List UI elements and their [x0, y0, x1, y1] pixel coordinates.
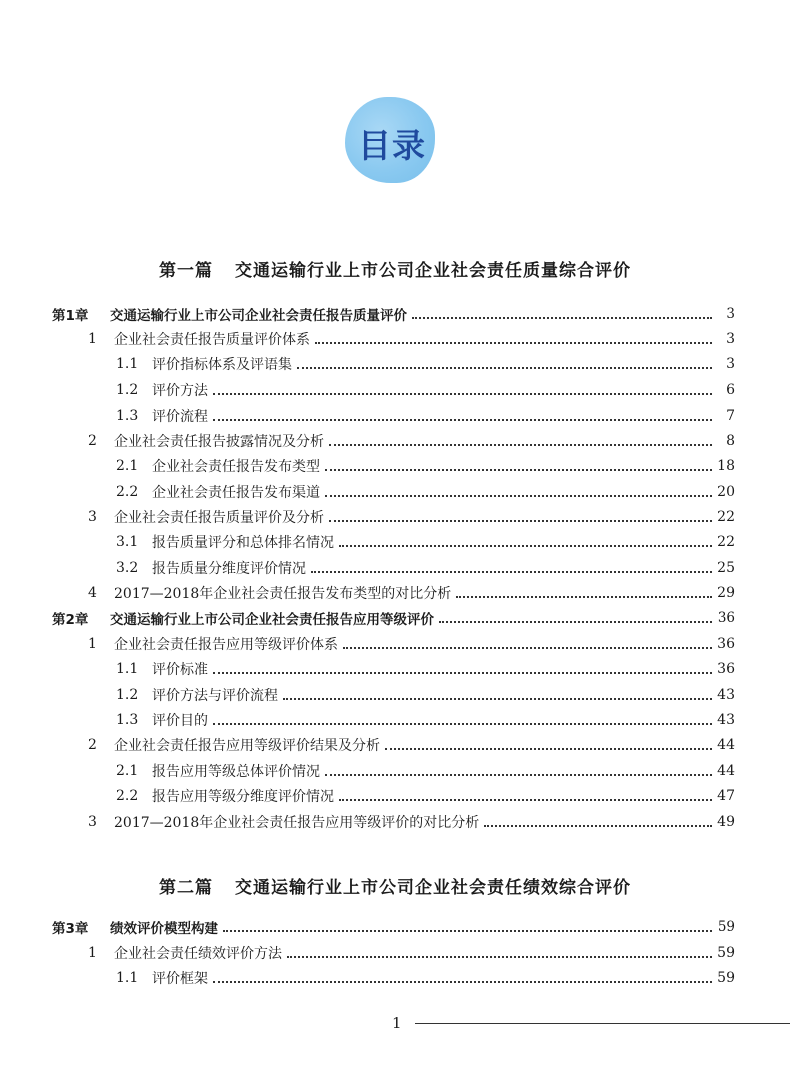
entry-number: 2.1 [116, 763, 139, 779]
toc-entry-subsection[interactable] [116, 404, 735, 428]
toc-entry-subsection[interactable] [116, 378, 735, 402]
dot-leader [343, 646, 712, 649]
entry-page: 25 [717, 560, 735, 576]
dot-leader [339, 544, 712, 547]
entry-number: 第1章 [52, 308, 89, 324]
entry-title: 评价流程 [152, 409, 208, 425]
entry-title: 绩效评价模型构建 [110, 921, 218, 937]
dot-leader [456, 595, 712, 598]
entry-page: 3 [726, 331, 735, 347]
entry-number: 2.2 [116, 788, 139, 804]
entry-number: 1.1 [116, 661, 139, 677]
entry-number: 1.2 [116, 382, 139, 398]
toc-entry-section[interactable] [88, 429, 735, 453]
entry-number: 1 [88, 945, 97, 961]
entry-page: 44 [717, 737, 735, 753]
dot-leader [315, 341, 712, 344]
toc-entry-subsection[interactable] [116, 480, 735, 504]
entry-number: 4 [88, 585, 97, 601]
toc-entry-subsection[interactable] [116, 683, 735, 707]
entry-title: 交通运输行业上市公司企业社会责任报告质量评价 [110, 308, 407, 324]
entry-title: 评价框架 [152, 971, 208, 987]
entry-page: 22 [717, 534, 735, 550]
entry-number: 2.2 [116, 484, 139, 500]
entry-title: 2017—2018年企业社会责任报告应用等级评价的对比分析 [114, 815, 480, 831]
toc-entry-subsection[interactable] [116, 530, 735, 554]
toc-entry-subsection[interactable] [116, 759, 735, 783]
entry-page: 36 [717, 636, 735, 652]
toc-entry-subsection[interactable] [116, 784, 735, 808]
entry-title: 报告质量分维度评价情况 [152, 561, 306, 577]
dot-leader [325, 773, 712, 776]
entry-page: 3 [726, 356, 735, 372]
dot-leader [439, 620, 712, 623]
entry-page: 7 [726, 408, 735, 424]
toc-entry-subsection[interactable] [116, 556, 735, 580]
toc-entry-subsection[interactable] [116, 352, 735, 376]
dot-leader [213, 671, 712, 674]
entry-title: 企业社会责任报告应用等级评价体系 [114, 637, 338, 653]
dot-leader [329, 519, 712, 522]
footer-rule [415, 1023, 790, 1024]
toc-entry-chapter[interactable] [52, 915, 735, 939]
entry-page: 59 [717, 945, 735, 961]
entry-number: 1.3 [116, 712, 139, 728]
part-title: 交通运输行业上市公司企业社会责任绩效综合评价 [235, 878, 631, 898]
entry-page: 3 [726, 306, 735, 322]
entry-page: 8 [726, 433, 735, 449]
entry-page: 36 [717, 610, 735, 626]
entry-page: 59 [717, 919, 735, 935]
dot-leader [213, 722, 712, 725]
entry-title: 评价目的 [152, 713, 208, 729]
dot-leader [283, 697, 712, 700]
entry-page: 44 [717, 763, 735, 779]
entry-page: 49 [717, 814, 735, 830]
toc-entry-section[interactable] [88, 941, 735, 965]
part-label: 第二篇 [159, 878, 213, 898]
entry-title: 评价标准 [152, 662, 208, 678]
entry-page: 43 [717, 687, 735, 703]
part-heading-1 [0, 256, 790, 281]
entry-title: 报告应用等级分维度评价情况 [152, 789, 334, 805]
entry-page: 59 [717, 970, 735, 986]
entry-title: 评价方法与评价流程 [152, 688, 278, 704]
toc-entry-section[interactable] [88, 810, 735, 834]
toc-entry-section[interactable] [88, 733, 735, 757]
entry-number: 3.2 [116, 560, 139, 576]
entry-number: 2 [88, 433, 97, 449]
entry-page: 6 [726, 382, 735, 398]
toc-entry-section[interactable] [88, 505, 735, 529]
dot-leader [325, 468, 712, 471]
dot-leader [412, 316, 712, 319]
toc-entry-subsection[interactable] [116, 966, 735, 990]
dot-leader [213, 418, 712, 421]
entry-title: 企业社会责任报告披露情况及分析 [114, 434, 324, 450]
entry-number: 第3章 [52, 921, 89, 937]
footer-page-number: 1 [392, 1014, 402, 1032]
dot-leader [311, 570, 712, 573]
entry-title: 企业社会责任报告质量评价体系 [114, 332, 310, 348]
dot-leader [329, 443, 712, 446]
toc-entry-subsection[interactable] [116, 657, 735, 681]
toc-entry-section[interactable] [88, 581, 735, 605]
entry-title: 企业社会责任绩效评价方法 [114, 946, 282, 962]
toc-entry-section[interactable] [88, 327, 735, 351]
toc-entry-subsection[interactable] [116, 454, 735, 478]
entry-title: 评价方法 [152, 383, 208, 399]
entry-number: 3.1 [116, 534, 139, 550]
entry-page: 43 [717, 712, 735, 728]
entry-page: 36 [717, 661, 735, 677]
dot-leader [287, 955, 712, 958]
entry-title: 报告应用等级总体评价情况 [152, 764, 320, 780]
entry-number: 1 [88, 331, 97, 347]
entry-title: 企业社会责任报告应用等级评价结果及分析 [114, 738, 380, 754]
entry-number: 1.1 [116, 356, 139, 372]
dot-leader [297, 366, 712, 369]
entry-title: 报告质量评分和总体排名情况 [152, 535, 334, 551]
toc-entry-section[interactable] [88, 632, 735, 656]
dot-leader [213, 392, 712, 395]
entry-page: 18 [717, 458, 735, 474]
entry-number: 3 [88, 814, 97, 830]
entry-title: 评价指标体系及评语集 [152, 357, 292, 373]
entry-page: 47 [717, 788, 735, 804]
entry-title: 企业社会责任报告质量评价及分析 [114, 510, 324, 526]
toc-entry-chapter[interactable] [52, 606, 735, 630]
entry-number: 2.1 [116, 458, 139, 474]
entry-number: 1 [88, 636, 97, 652]
dot-leader [385, 747, 712, 750]
dot-leader [325, 494, 712, 497]
entry-title: 交通运输行业上市公司企业社会责任报告应用等级评价 [110, 612, 434, 628]
entry-number: 1.3 [116, 408, 139, 424]
page-heading: 目录 [358, 126, 426, 165]
part-label: 第一篇 [159, 261, 213, 281]
dot-leader [213, 980, 712, 983]
entry-title: 企业社会责任报告发布渠道 [152, 485, 320, 501]
entry-page: 20 [717, 484, 735, 500]
entry-number: 1.2 [116, 687, 139, 703]
part-heading-2 [0, 873, 790, 898]
dot-leader [223, 929, 712, 932]
entry-number: 2 [88, 737, 97, 753]
toc-entry-subsection[interactable] [116, 708, 735, 732]
entry-number: 第2章 [52, 612, 89, 628]
entry-page: 22 [717, 509, 735, 525]
dot-leader [339, 798, 712, 801]
entry-number: 3 [88, 509, 97, 525]
toc-entry-chapter[interactable] [52, 302, 735, 326]
entry-title: 企业社会责任报告发布类型 [152, 459, 320, 475]
entry-page: 29 [717, 585, 735, 601]
dot-leader [484, 824, 712, 827]
entry-title: 2017—2018年企业社会责任报告发布类型的对比分析 [114, 586, 452, 602]
part-title: 交通运输行业上市公司企业社会责任质量综合评价 [235, 261, 631, 281]
entry-number: 1.1 [116, 970, 139, 986]
